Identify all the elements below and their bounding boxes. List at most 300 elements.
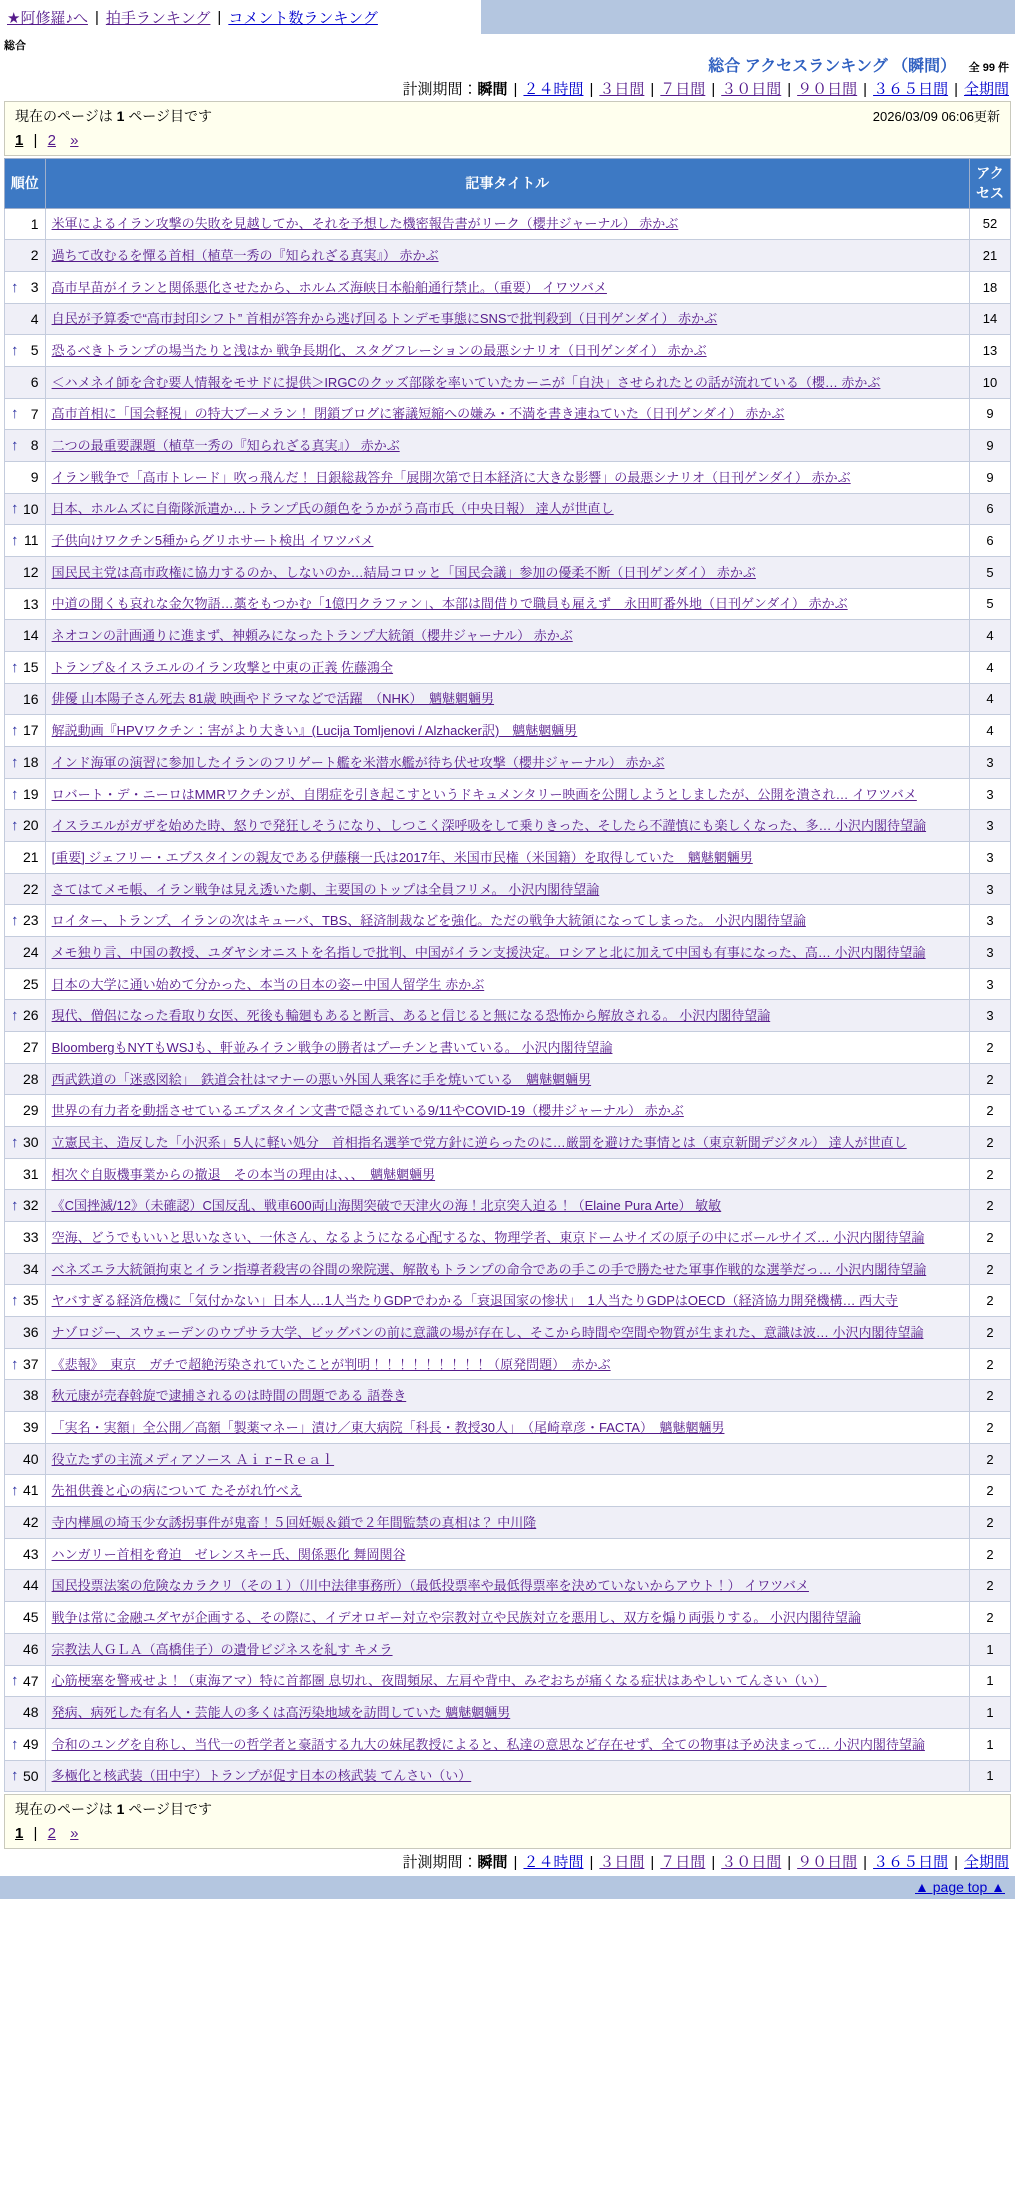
- access-count: 1: [970, 1665, 1011, 1697]
- table-row: [5, 556, 1011, 588]
- article-link[interactable]: 米軍によるイラン攻撃の失敗を見越してか、それを予想した機密報告書がリーク（櫻井ジャーナル） 赤かぶ: [51, 216, 679, 232]
- access-count: 13: [970, 335, 1011, 367]
- table-row: [5, 1665, 1011, 1697]
- rank-number: 17: [23, 722, 39, 739]
- access-count: 3: [970, 778, 1011, 810]
- article-link[interactable]: ロバート・デ・ニーロはMMRワクチンが、自閉症を引き起こすというドキュメンタリー映画を公開しようとしましたが、公開を潰され… イワツバメ: [51, 786, 917, 802]
- article-cell: [45, 1665, 969, 1697]
- article-cell: [45, 1000, 969, 1032]
- article-cell: [45, 1602, 969, 1634]
- article-cell: [45, 715, 969, 747]
- article-link[interactable]: インド海軍の演習に参加したイランのフリゲート艦を米潜水艦が待ち伏せ攻撃（櫻井ジャーナル） 赤かぶ: [51, 754, 665, 770]
- access-count: 3: [970, 810, 1011, 842]
- article-cell: [45, 1317, 969, 1349]
- rank-number: 33: [23, 1229, 39, 1246]
- table-row: [5, 1317, 1011, 1349]
- page-next-link[interactable]: »: [70, 1825, 79, 1843]
- article-link[interactable]: 子供向けワクチン5種からグリホサート検出 イワツバメ: [51, 533, 374, 549]
- article-link[interactable]: 心筋梗塞を警戒せよ！（東海アマ）特に首都圏 息切れ、夜間頻尿、左肩や背中、みぞおちが痛くなる症状はあやしい てんさい（い）: [51, 1673, 827, 1689]
- article-link[interactable]: トランプ＆イスラエルのイラン攻撃と中東の正義 佐藤鴻全: [51, 659, 394, 675]
- access-count: 2: [970, 1443, 1011, 1475]
- article-link[interactable]: 寺内樺風の埼玉少女誘拐事件が鬼畜！５回妊娠＆鎖で２年間監禁の真相は？ 中川隆: [51, 1514, 537, 1530]
- table-row: [5, 1222, 1011, 1254]
- period-current: 瞬間: [477, 81, 508, 98]
- access-count: 9: [970, 398, 1011, 430]
- access-count: 2: [970, 1348, 1011, 1380]
- article-link[interactable]: 秋元康が売春斡旋で逮捕されるのは時間の問題である 語巻き: [51, 1388, 407, 1404]
- rank-cell: [5, 1032, 46, 1064]
- up-arrow-icon: ↑: [11, 405, 19, 423]
- title-column-header: 記事タイトル: [45, 159, 969, 209]
- up-arrow-icon: ↑: [11, 532, 19, 550]
- article-link[interactable]: 戦争は常に金融ユダヤが企画する、その際に、イデオロギー対立や宗教対立や民族対立を悪用し、双方を煽り両張りする。 小沢内閣待望論: [51, 1609, 861, 1625]
- rank-cell: [5, 335, 46, 367]
- rank-cell: [5, 208, 46, 240]
- article-link[interactable]: 恐るべきトランプの場当たりと浅はか 戦争長期化、スタグフレーションの最悪シナリオ（日刊ゲンダイ） 赤かぶ: [51, 343, 707, 359]
- article-link[interactable]: 発病、病死した有名人・芸能人の多くは高汚染地域を訪問していた 魑魅魍魎男: [51, 1704, 511, 1720]
- article-cell: [45, 905, 969, 937]
- rank-number: 29: [23, 1102, 39, 1119]
- article-cell: [45, 366, 969, 398]
- table-row: [5, 1095, 1011, 1127]
- up-arrow-icon: ↑: [11, 1133, 19, 1151]
- rank-number: 24: [23, 944, 39, 961]
- page-next-link[interactable]: »: [70, 132, 79, 149]
- access-count: 5: [970, 588, 1011, 620]
- rank-number: 20: [23, 817, 39, 834]
- access-count: 1: [970, 1728, 1011, 1760]
- rank-cell: [5, 1285, 46, 1317]
- rank-number: 13: [23, 595, 39, 612]
- rank-number: 50: [23, 1767, 39, 1784]
- table-row: [5, 335, 1011, 367]
- table-row: [5, 208, 1011, 240]
- article-cell: [45, 1412, 969, 1444]
- table-row: [5, 1285, 1011, 1317]
- up-arrow-icon: ↑: [11, 1355, 19, 1373]
- article-cell: [45, 1032, 969, 1064]
- access-count: 4: [970, 715, 1011, 747]
- up-arrow-icon: ↑: [11, 817, 19, 835]
- rank-number: 25: [23, 975, 39, 992]
- rank-cell: [5, 1095, 46, 1127]
- table-row: [5, 525, 1011, 557]
- rank-cell: [5, 937, 46, 969]
- page-link-2[interactable]: 2: [47, 132, 56, 149]
- rank-number: 46: [23, 1640, 39, 1657]
- rank-cell: [5, 525, 46, 557]
- pagination-box-top: [4, 101, 1011, 156]
- rank-cell: [5, 715, 46, 747]
- rank-number: 16: [23, 690, 39, 707]
- table-row: [5, 1158, 1011, 1190]
- access-count: 3: [970, 842, 1011, 874]
- table-row: [5, 842, 1011, 874]
- page-links: 1 | 2 »: [15, 132, 79, 149]
- article-link[interactable]: さてはてメモ帳、イラン戦争は見え透いた劇、主要国のトップは全員フリメ。 小沢内閣待望論: [51, 881, 600, 897]
- access-count: 5: [970, 556, 1011, 588]
- period-link[interactable]: ３６５日間: [873, 1854, 949, 1872]
- period-link[interactable]: ３０日間: [721, 81, 782, 98]
- rank-number: 44: [23, 1577, 39, 1594]
- table-row: [5, 873, 1011, 905]
- article-link[interactable]: 自民が予算委で“高市封印シフト” 首相が答弁から逃げ回るトンデモ事態にSNSで批判殺到（日刊ゲンダイ） 赤かぶ: [51, 311, 718, 327]
- rank-cell: [5, 1190, 46, 1222]
- rank-number: 15: [23, 659, 39, 675]
- up-arrow-icon: ↑: [11, 500, 19, 518]
- rank-number: 11: [24, 532, 39, 549]
- access-count: 4: [970, 652, 1011, 684]
- article-cell: [45, 240, 969, 272]
- rank-cell: [5, 747, 46, 779]
- article-cell: [45, 430, 969, 462]
- current-page-number: 1: [116, 1801, 125, 1818]
- article-link[interactable]: 《C国挫滅/12》（未確認）C国反乱、戦車600両山海関突破で天津火の海！北京突入迫る！（Elaine Pura Arte） 敏敏: [51, 1198, 722, 1214]
- page-title: [708, 53, 1009, 76]
- article-cell: [45, 747, 969, 779]
- article-link[interactable]: ヤバすぎる経済危機に「気付かない」日本人…1人当たりGDPでわかる「衰退国家の惨状」 1人当たりGDPはOECD（経済協力開発機構… 西大寺: [51, 1293, 899, 1309]
- page-title-text: 総合 アクセスランキング （瞬間）: [708, 58, 957, 75]
- article-cell: [45, 1475, 969, 1507]
- article-link[interactable]: 中道の聞くも哀れな金欠物語…藁をもつかむ「1億円クラファン」、本部は間借りで職員も雇えず 永田町番外地（日刊ゲンダイ） 赤かぶ: [51, 596, 848, 612]
- table-row: [5, 1253, 1011, 1285]
- article-cell: [45, 493, 969, 525]
- period-link[interactable]: ２４時間: [523, 81, 584, 98]
- rank-number: 35: [23, 1292, 39, 1309]
- article-link[interactable]: 宗教法人ＧＬＡ（高橋佳子）の遺骨ビジネスを糺す キメラ: [51, 1641, 393, 1657]
- table-row: [5, 1475, 1011, 1507]
- rank-cell: [5, 968, 46, 1000]
- top-nav-link[interactable]: ★阿修羅♪へ: [7, 9, 88, 27]
- top-nav-link[interactable]: コメント数ランキング: [228, 9, 378, 27]
- period-link[interactable]: ３日間: [599, 1854, 645, 1872]
- rank-number: 21: [23, 849, 39, 866]
- table-row: [5, 303, 1011, 335]
- article-link[interactable]: 相次ぐ自販機事業からの撤退 その本当の理由は、、、 魑魅魍魎男: [51, 1166, 436, 1182]
- article-link[interactable]: 世界の有力者を動揺させているエプスタイン文書で隠されている9/11やCOVID-19（櫻井ジャーナル） 赤かぶ: [51, 1103, 684, 1119]
- section-label: 総合: [4, 40, 26, 52]
- article-link[interactable]: 俳優 山本陽子さん死去 81歳 映画やドラマなどで活躍 （NHK） 魑魅魍魎男: [51, 691, 495, 707]
- access-count: 4: [970, 683, 1011, 715]
- rank-number: 38: [23, 1387, 39, 1404]
- access-count: 2: [970, 1538, 1011, 1570]
- access-count: 3: [970, 747, 1011, 779]
- up-arrow-icon: ↑: [11, 1007, 19, 1025]
- access-count: 1: [970, 1760, 1011, 1792]
- period-link[interactable]: ９０日間: [797, 81, 858, 98]
- page-links: 1 | 2 »: [15, 1825, 79, 1843]
- rank-cell: [5, 1412, 46, 1444]
- article-link[interactable]: ＜ハメネイ師を含む要人情報をモサドに提供＞IRGCのクッズ部隊を率いていたカーニが「自決」させられたとの話が流れている（櫻… 赤かぶ: [51, 374, 881, 390]
- table-row: [5, 652, 1011, 684]
- up-arrow-icon: ↑: [11, 1672, 19, 1690]
- article-cell: [45, 1443, 969, 1475]
- rank-cell: [5, 430, 46, 462]
- access-count: 2: [970, 1317, 1011, 1349]
- access-count: 2: [970, 1222, 1011, 1254]
- period-link[interactable]: ３日間: [599, 81, 645, 98]
- table-row: [5, 1538, 1011, 1570]
- article-link[interactable]: 解説動画『HPVワクチン：害がより大きい』(Lucija Tomljenovi / Alzhacker訳) 魑魅魍魎男: [51, 723, 578, 739]
- access-count: 3: [970, 937, 1011, 969]
- article-link[interactable]: メモ独り言、中国の教授、ユダヤシオニストを名指しで批判、中国がイラン支援決定。ロシアと北に加えて中国も有事になった、高… 小沢内閣待望論: [51, 944, 926, 960]
- table-header-row: [5, 159, 1011, 209]
- access-count: 3: [970, 968, 1011, 1000]
- table-row: [5, 1412, 1011, 1444]
- article-cell: [45, 1095, 969, 1127]
- article-link[interactable]: 日本の大学に通い始めて分かった、本当の日本の姿ー中国人留学生 赤かぶ: [51, 976, 485, 992]
- access-count: 52: [970, 208, 1011, 240]
- table-row: [5, 366, 1011, 398]
- table-row: [5, 968, 1011, 1000]
- article-cell: [45, 1158, 969, 1190]
- rank-number: 28: [23, 1070, 39, 1087]
- article-link[interactable]: 現代、僧侶になった看取り女医、死後も輪廻もあると断言、あると信じると無になる恐怖から解放される。 小沢内閣待望論: [51, 1008, 771, 1024]
- rank-cell: [5, 1697, 46, 1729]
- rank-number: 48: [23, 1704, 39, 1721]
- table-row: [5, 398, 1011, 430]
- access-count: 2: [970, 1412, 1011, 1444]
- rank-number: 7: [30, 405, 39, 422]
- article-cell: [45, 778, 969, 810]
- rank-number: 31: [23, 1165, 39, 1182]
- period-link[interactable]: ７日間: [660, 81, 706, 98]
- rank-number: 1: [30, 215, 39, 232]
- table-row: [5, 1697, 1011, 1729]
- rank-cell: [5, 366, 46, 398]
- rank-cell: [5, 1728, 46, 1760]
- article-link[interactable]: 《悲報》 東京 ガチで超絶汚染されていたことが判明！！！！！！！！！（原発問題） 赤かぶ: [51, 1356, 611, 1372]
- article-link[interactable]: BloombergもNYTもWSJも、軒並みイラン戦争の勝者はプーチンと書いている。 小沢内閣待望論: [51, 1039, 613, 1055]
- rank-cell: [5, 1507, 46, 1539]
- rank-number: 18: [23, 754, 39, 771]
- article-link[interactable]: 空海、どうでもいいと思いなさい、一休さん、なるようになる心配するな、物理学者、東京ドームサイズの原子の中にボールサイズ… 小沢内閣待望論: [51, 1229, 925, 1245]
- access-count: 3: [970, 1000, 1011, 1032]
- table-row: [5, 271, 1011, 303]
- top-nav-links: ★阿修羅♪へ | 拍手ランキング | コメント数ランキング: [0, 0, 481, 34]
- period-link[interactable]: ３６５日間: [873, 81, 949, 98]
- article-cell: [45, 1760, 969, 1792]
- rank-number: 3: [30, 278, 39, 295]
- rank-number: 14: [23, 627, 39, 644]
- table-row: [5, 1348, 1011, 1380]
- article-cell: [45, 1697, 969, 1729]
- article-link[interactable]: ロイター、トランプ、イランの次はキューバ、TBS、経済制裁などを強化。ただの戦争大統領になってしまった。 小沢内閣待望論: [51, 913, 806, 929]
- article-cell: [45, 335, 969, 367]
- article-link[interactable]: イスラエルがガザを始めた時、怒りで発狂しそうになり、しつこく深呼吸をして乗りきった、そしたら不謹慎にも楽しくなった、多… 小沢内閣待望論: [51, 818, 927, 834]
- article-link[interactable]: 二つの最重要課題（植草一秀の『知られざる真実』） 赤かぶ: [51, 438, 400, 454]
- table-row: [5, 778, 1011, 810]
- access-count: 6: [970, 493, 1011, 525]
- rank-cell: [5, 1760, 46, 1792]
- article-link[interactable]: ネオコンの計画通りに進まず、神頼みになったトランプ大統領（櫻井ジャーナル） 赤かぶ: [51, 628, 573, 644]
- rank-cell: [5, 1380, 46, 1412]
- up-arrow-icon: ↑: [11, 342, 19, 360]
- up-arrow-icon: ↑: [11, 278, 19, 296]
- article-link[interactable]: 国民民主党は高市政権に協力するのか、しないのか…結局コロッと「国民会議」参加の優柔不断（日刊ゲンダイ） 赤かぶ: [51, 564, 756, 580]
- top-nav-link[interactable]: 拍手ランキング: [105, 9, 211, 27]
- up-arrow-icon: ↑: [11, 1735, 19, 1753]
- access-count: 2: [970, 1095, 1011, 1127]
- total-count: 全 99 件: [968, 62, 1009, 74]
- up-arrow-icon: ↑: [11, 722, 19, 740]
- table-row: [5, 1127, 1011, 1159]
- rank-number: 19: [23, 785, 39, 802]
- rank-cell: [5, 810, 46, 842]
- period-current: 瞬間: [477, 1854, 508, 1872]
- rank-cell: [5, 1633, 46, 1665]
- article-cell: [45, 968, 969, 1000]
- rank-cell: [5, 1317, 46, 1349]
- rank-cell: [5, 240, 46, 272]
- up-arrow-icon: ↑: [11, 658, 19, 676]
- table-row: [5, 683, 1011, 715]
- article-link[interactable]: ナゾロジー、スウェーデンのウプサラ大学、ビッグバンの前に意識の場が存在し、そこから時間や空間や物質が生まれた、意識は波… 小沢内閣待望論: [51, 1324, 924, 1340]
- article-cell: [45, 1127, 969, 1159]
- rank-number: 37: [23, 1355, 39, 1372]
- access-column-header: アクセス: [970, 159, 1011, 209]
- access-count: 2: [970, 1253, 1011, 1285]
- article-link[interactable]: 役立たずの主流メディアソース Ａｉｒ−Ｒｅａｌ: [51, 1451, 335, 1467]
- page-link-2[interactable]: 2: [47, 1825, 56, 1843]
- page-link-1[interactable]: 1: [15, 1825, 24, 1843]
- article-link[interactable]: 国民投票法案の危険なカラクリ（その１）（川中法律事務所）（最低投票率や最低得票率を決めていないからアウト！） イワツバメ: [51, 1578, 809, 1594]
- table-row: [5, 1000, 1011, 1032]
- rank-number: 40: [23, 1450, 39, 1467]
- rank-cell: [5, 620, 46, 652]
- rank-cell: [5, 683, 46, 715]
- rank-cell: [5, 652, 46, 684]
- rank-number: 42: [23, 1514, 39, 1531]
- article-cell: [45, 1253, 969, 1285]
- rank-number: 32: [23, 1197, 39, 1214]
- up-arrow-icon: ↑: [11, 1482, 19, 1500]
- access-count: 18: [970, 271, 1011, 303]
- period-link[interactable]: 全期間: [963, 1854, 1009, 1872]
- article-cell: [45, 271, 969, 303]
- article-link[interactable]: 高市首相に「国会軽視」の特大ブーメラン！ 閉鎖ブログに審議短縮への嫌み・不満を書き連ねていた（日刊ゲンダイ） 赤かぶ: [51, 406, 785, 422]
- table-row: [5, 715, 1011, 747]
- rank-cell: [5, 493, 46, 525]
- up-arrow-icon: ↑: [11, 1767, 19, 1785]
- rank-cell: [5, 1443, 46, 1475]
- rank-cell: [5, 461, 46, 493]
- rank-cell: [5, 842, 46, 874]
- article-cell: [45, 1633, 969, 1665]
- up-arrow-icon: ↑: [11, 912, 19, 930]
- table-row: [5, 810, 1011, 842]
- access-count: 2: [970, 1475, 1011, 1507]
- rank-cell: [5, 778, 46, 810]
- article-cell: [45, 208, 969, 240]
- period-link[interactable]: ９０日間: [797, 1854, 858, 1872]
- table-row: [5, 1760, 1011, 1792]
- access-count: 4: [970, 620, 1011, 652]
- rank-number: 49: [23, 1735, 39, 1752]
- ranking-header: [708, 53, 1009, 76]
- article-link[interactable]: 令和のユングを自称し、当代一の哲学者と豪語する九大の妹尾教授によると、私達の意思など存在せず、全ての物事は予め決まって… 小沢内閣待望論: [51, 1736, 925, 1752]
- access-count: 21: [970, 240, 1011, 272]
- rank-cell: [5, 303, 46, 335]
- rank-number: 23: [23, 912, 39, 929]
- article-cell: [45, 1380, 969, 1412]
- period-link[interactable]: ７日間: [660, 1854, 706, 1872]
- article-cell: [45, 1507, 969, 1539]
- article-cell: [45, 1063, 969, 1095]
- rank-cell: [5, 271, 46, 303]
- article-cell: [45, 525, 969, 557]
- rank-cell: [5, 1127, 46, 1159]
- table-row: [5, 905, 1011, 937]
- rank-number: 4: [30, 310, 39, 327]
- rank-cell: [5, 1348, 46, 1380]
- access-count: 2: [970, 1285, 1011, 1317]
- access-count: 1: [970, 1633, 1011, 1665]
- rank-cell: [5, 1475, 46, 1507]
- table-row: [5, 1190, 1011, 1222]
- article-cell: [45, 937, 969, 969]
- table-row: [5, 1728, 1011, 1760]
- pagination-box-bottom: [4, 1794, 1011, 1849]
- article-link[interactable]: 西武鉄道の「迷惑図絵」 鉄道会社はマナーの悪い外国人乗客に手を焼いている 魑魅魍魎男: [51, 1071, 592, 1087]
- rank-number: 22: [23, 880, 39, 897]
- article-cell: [45, 652, 969, 684]
- article-link[interactable]: 多極化と核武装（田中宇）トランプが促す日本の核武装 てんさい（い）: [51, 1768, 472, 1784]
- rank-cell: [5, 1570, 46, 1602]
- article-cell: [45, 873, 969, 905]
- access-count: 9: [970, 461, 1011, 493]
- article-link[interactable]: ハンガリー首相を脅迫 ゼレンスキー氏、関係悪化 舞岡関谷: [51, 1546, 406, 1562]
- article-link[interactable]: イラン戦争で「高市トレード」吹っ飛んだ！ 日銀総裁答弁「展開次第で日本経済に大きな影響」の最悪シナリオ（日刊ゲンダイ） 赤かぶ: [51, 469, 851, 485]
- article-link[interactable]: [重要] ジェフリー・エプスタインの親友である伊藤穣一氏は2017年、米国市民権（米国籍）を取得していた 魑魅魍魎男: [51, 849, 753, 865]
- article-link[interactable]: ベネズエラ大統領拘束とイラン指導者殺害の谷間の衆院選、解散もトランプの命令であの手この手で勝たせた軍事作戦的な選挙だっ… 小沢内閣待望論: [51, 1261, 927, 1277]
- article-cell: [45, 1222, 969, 1254]
- period-link[interactable]: ３０日間: [721, 1854, 782, 1872]
- access-count: 2: [970, 1190, 1011, 1222]
- rank-cell: [5, 398, 46, 430]
- article-cell: [45, 556, 969, 588]
- page-link-1[interactable]: 1: [15, 132, 24, 149]
- period-link[interactable]: ２４時間: [523, 1854, 584, 1872]
- access-count: 3: [970, 905, 1011, 937]
- rank-number: 39: [23, 1419, 39, 1436]
- rank-number: 34: [23, 1260, 39, 1277]
- article-cell: [45, 810, 969, 842]
- period-link[interactable]: 全期間: [963, 81, 1009, 98]
- updated-timestamp: 2026/03/09 06:06更新: [872, 109, 1000, 124]
- table-row: [5, 430, 1011, 462]
- access-count: 6: [970, 525, 1011, 557]
- article-link[interactable]: 過ちて改むるを憚る首相（植草一秀の『知られざる真実』） 赤かぶ: [51, 248, 439, 264]
- rank-number: 47: [23, 1672, 39, 1689]
- rank-cell: [5, 873, 46, 905]
- article-link[interactable]: 日本、ホルムズに自衛隊派遣か…トランプ氏の顔色をうかがう高市氏（中央日報） 達人が世直し: [51, 501, 614, 517]
- article-link[interactable]: 先祖供養と心の病について たそがれ竹べえ: [51, 1483, 302, 1499]
- period-selector-top: 計測期間：瞬間 | ２４時間 | ３日間 | ７日間 | ３０日間 | ９０日間 | ３６５日間 | 全期間: [402, 81, 1009, 98]
- article-link[interactable]: 高市早苗がイランと関係悪化させたから、ホルムズ海峡日本船舶通行禁止。（重要） イワツバメ: [51, 279, 607, 295]
- article-cell: [45, 842, 969, 874]
- current-page-text: 現在のページは 1 ページ目です: [15, 108, 213, 124]
- rank-number: 30: [23, 1134, 39, 1151]
- page-top-bar: [0, 1876, 1015, 1899]
- rank-number: 8: [30, 437, 39, 454]
- rank-cell: [5, 1000, 46, 1032]
- access-count: 1: [970, 1697, 1011, 1729]
- article-link[interactable]: 立憲民主、造反した「小沢系」5人に軽い処分 首相指名選挙で党方針に逆らったのに…厳罰を避けた事情とは（東京新聞デジタル） 達人が世直し: [51, 1134, 907, 1150]
- rank-number: 9: [30, 468, 39, 485]
- page-top-link[interactable]: ▲ page top ▲: [915, 1879, 1005, 1896]
- article-link[interactable]: 「実名・実額」全公開／高額「製薬マネー」漬け／東大病院「科長・教授30人」 （尾崎章彦・FACTA） 魑魅魍魎男: [51, 1419, 725, 1435]
